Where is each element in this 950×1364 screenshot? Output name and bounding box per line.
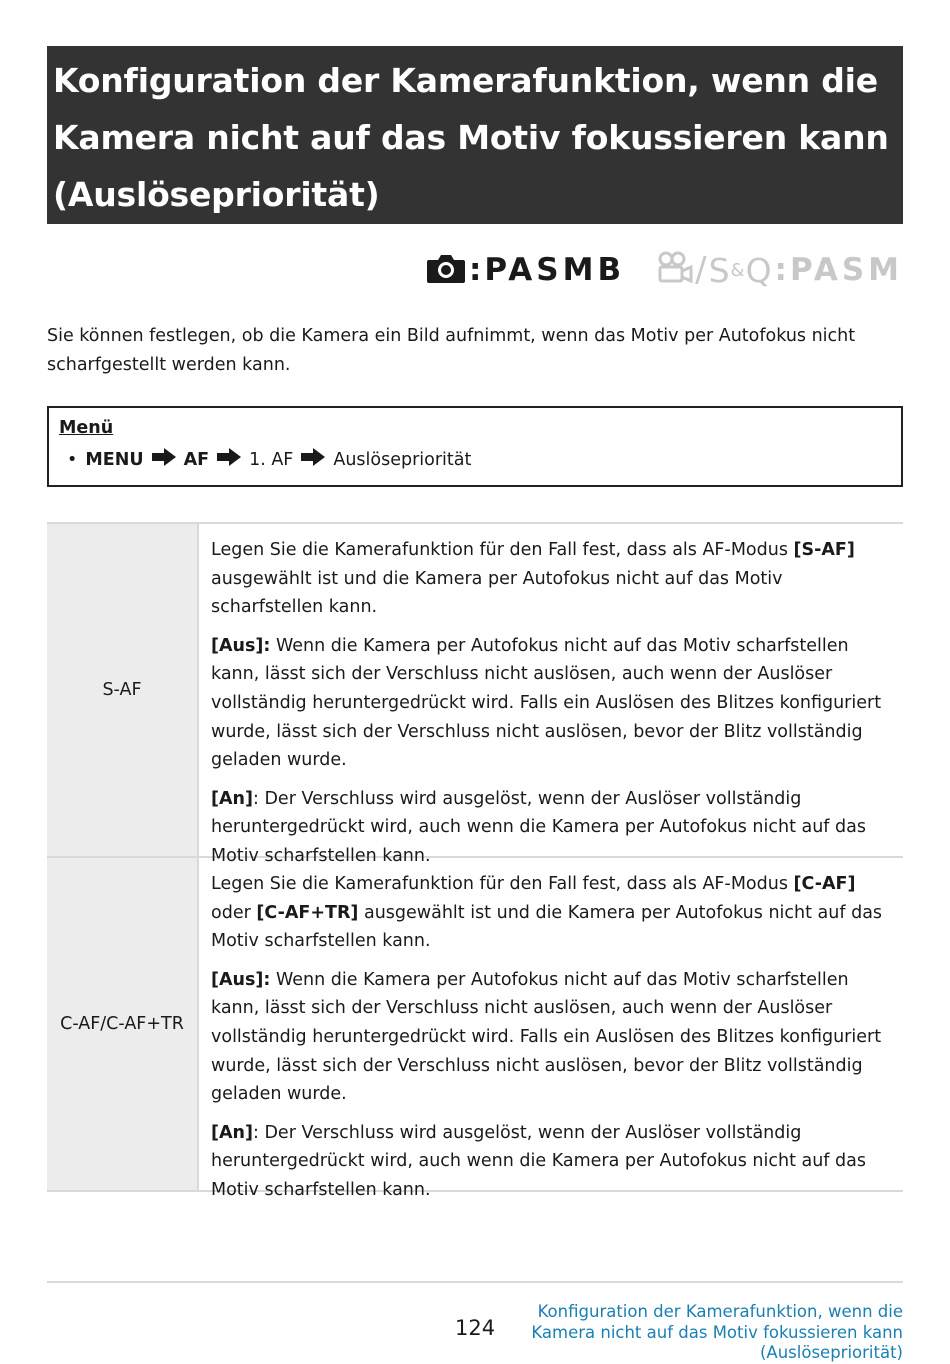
intro-text: Sie können festlegen, ob die Kamera ein Bild aufnimmt, wenn das Motiv per Autofokus nicht scharfgestellt werden kann. xyxy=(47,326,856,375)
row-body xyxy=(199,858,903,1200)
photo-mode-letters: PASMB xyxy=(484,252,626,288)
mode-separator: / xyxy=(695,250,707,290)
menu-path-item: Auslösepriorität xyxy=(333,449,472,470)
arrow-right-icon xyxy=(301,448,325,471)
row-label: C-AF/C-AF+TR xyxy=(47,858,199,1190)
camera-icon xyxy=(426,252,466,288)
video-modes xyxy=(657,250,903,290)
title-line-1: Konfiguration der Kamerafunktion, wenn die xyxy=(53,61,878,100)
page-title xyxy=(47,46,903,224)
menu-path xyxy=(67,448,471,471)
title-line-3: (Auslösepriorität) xyxy=(53,175,380,214)
bullet: • xyxy=(67,449,78,470)
option-off: [Aus]: Wenn die Kamera per Autofokus nicht auf das Motiv scharfstellen kann, lässt sich der Verschluss nicht auslösen, auch wenn der Auslöser vollständig heruntergedrückt wird. Falls ein Auslösen des Blitzes konfiguriert wurde, lässt sich der Verschluss nicht auslösen, bevor der Blitz vollständig geladen wurde. xyxy=(211,969,882,1105)
sq-amp: & xyxy=(730,259,745,281)
sq-q: Q xyxy=(745,250,772,290)
option-on: [An]: Der Verschluss wird ausgelöst, wenn der Auslöser vollständig heruntergedrückt wird, auch wenn die Kamera per Autofokus nicht auf das Motiv scharfstellen kann. xyxy=(211,1122,866,1200)
video-mode-letters: PASM xyxy=(789,252,903,288)
mode-colon-video: : xyxy=(774,252,787,288)
option-on: [An]: Der Verschluss wird ausgelöst, wenn der Auslöser vollständig heruntergedrückt wird, auch wenn die Kamera per Autofokus nicht auf das Motiv scharfstellen kann. xyxy=(211,788,866,866)
menu-box xyxy=(47,406,903,487)
footer-title-line: Konfiguration der Kamerafunktion, wenn die xyxy=(537,1302,903,1321)
row-label: S-AF xyxy=(47,524,199,856)
option-off: [Aus]: Wenn die Kamera per Autofokus nicht auf das Motiv scharfstellen kann, lässt sich der Verschluss nicht auslösen, auch wenn der Auslöser vollständig heruntergedrückt wird. Falls ein Auslösen des Blitzes konfiguriert wurde, lässt sich der Verschluss nicht auslösen, bevor der Blitz vollständig geladen wurde. xyxy=(211,635,882,771)
shooting-modes xyxy=(426,246,903,294)
footer-title-line: Kamera nicht auf das Motiv fokussieren kann xyxy=(531,1322,903,1342)
menu-title: Menü xyxy=(59,418,114,438)
menu-path-item: AF xyxy=(183,449,210,470)
footer-title-link[interactable] xyxy=(531,1302,903,1364)
mode-colon: : xyxy=(469,252,482,288)
settings-row xyxy=(47,856,903,1200)
photo-modes xyxy=(426,252,625,288)
movie-camera-icon xyxy=(657,251,693,289)
settings-table xyxy=(47,522,903,1200)
title-line-2: Kamera nicht auf das Motiv fokussieren kann xyxy=(53,118,889,157)
footer-divider xyxy=(47,1281,903,1283)
menu-path-item: 1. AF xyxy=(249,449,294,470)
sq-s: S xyxy=(708,250,730,290)
settings-row xyxy=(47,522,903,866)
page-number: 124 xyxy=(455,1316,496,1340)
row-description: Legen Sie die Kamerafunktion für den Fall fest, dass als AF-Modus [C-AF] oder [C-AF+TR] ausgewählt ist und die Kamera per Autofokus nicht auf das Motiv scharfstellen kann. xyxy=(211,874,883,952)
menu-path-item: MENU xyxy=(85,449,144,470)
row-body xyxy=(199,524,903,866)
row-description: Legen Sie die Kamerafunktion für den Fall fest, dass als AF-Modus [S-AF] ausgewählt ist und die Kamera per Autofokus nicht auf das Motiv scharfstellen kann. xyxy=(211,540,855,618)
arrow-right-icon xyxy=(152,448,176,471)
footer-title-line: (Auslösepriorität) xyxy=(760,1343,903,1362)
arrow-right-icon xyxy=(217,448,241,471)
